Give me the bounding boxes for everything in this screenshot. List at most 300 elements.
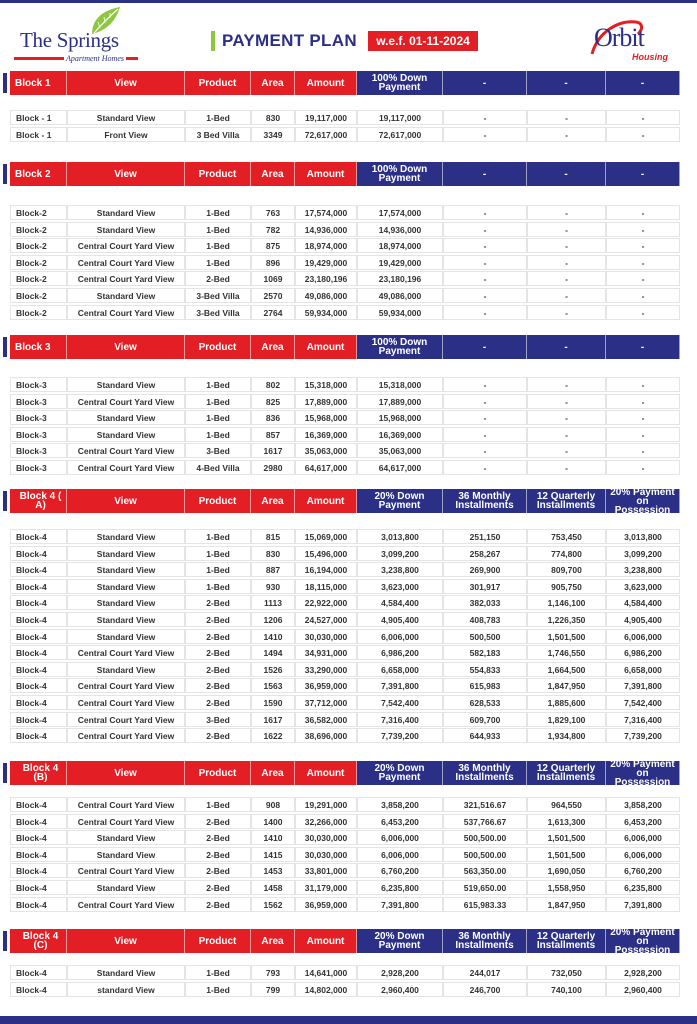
table-cell: 1,501,500 (527, 847, 606, 862)
table-cell: 6,006,000 (357, 629, 443, 644)
table-cell: 3,099,200 (357, 546, 443, 561)
table-cell: - (443, 110, 527, 125)
table-cell: 2-Bed (185, 847, 251, 862)
table-cell: 1562 (251, 897, 295, 912)
table-cell: 1,847,950 (527, 678, 606, 693)
table-cell: 23,180,196 (357, 271, 443, 286)
table-cell: 2,928,200 (606, 965, 680, 980)
table-cell: 7,316,400 (357, 712, 443, 727)
table-cell: - (527, 127, 606, 142)
table-row (0, 443, 697, 459)
table-cell: 34,931,000 (295, 645, 357, 660)
table-cell: 408,783 (443, 612, 527, 627)
table-cell: Block-4 (10, 662, 67, 677)
table-cell: 6,006,000 (606, 629, 680, 644)
column-header: Area (251, 489, 295, 513)
table-cell: 1622 (251, 728, 295, 743)
table-cell: - (606, 410, 680, 425)
column-header: Area (251, 761, 295, 785)
table-row (0, 222, 697, 238)
table-cell: 382,033 (443, 595, 527, 610)
table-row (0, 880, 697, 896)
table-cell: Standard View (67, 595, 185, 610)
table-cell: 22,922,000 (295, 595, 357, 610)
table-cell: 2,960,400 (357, 982, 443, 997)
table-cell: 19,429,000 (295, 255, 357, 270)
table-row (0, 377, 697, 393)
table-cell: 793 (251, 965, 295, 980)
table-cell: 6,235,800 (606, 880, 680, 895)
table-cell: - (443, 271, 527, 286)
block-title: Block 2 (10, 162, 67, 186)
table-row (0, 847, 697, 863)
table-cell: - (443, 377, 527, 392)
table-cell: 732,050 (527, 965, 606, 980)
table-cell: - (443, 305, 527, 320)
table-cell: 4,584,400 (357, 595, 443, 610)
table-cell: 18,974,000 (357, 238, 443, 253)
table-cell: 2-Bed (185, 629, 251, 644)
table-cell: - (606, 271, 680, 286)
table-row (0, 238, 697, 254)
table-cell: 269,900 (443, 562, 527, 577)
effective-date-badge: w.e.f. 01-11-2024 (368, 31, 478, 51)
table-cell: 6,453,200 (606, 814, 680, 829)
table-cell: 1-Bed (185, 529, 251, 544)
column-header: - (527, 71, 606, 95)
table-cell: 15,318,000 (357, 377, 443, 392)
table-cell: 2,960,400 (606, 982, 680, 997)
column-header: Product (185, 71, 251, 95)
table-cell: 6,006,000 (606, 847, 680, 862)
column-header: View (67, 761, 185, 785)
table-cell: 6,760,200 (357, 863, 443, 878)
table-cell: 1453 (251, 863, 295, 878)
table-cell: 31,179,000 (295, 880, 357, 895)
table-cell: 3,858,200 (606, 797, 680, 812)
table-cell: Standard View (67, 612, 185, 627)
column-header: 36 Monthly Installments (443, 761, 527, 785)
table-cell: 15,496,000 (295, 546, 357, 561)
table-cell: Standard View (67, 427, 185, 442)
block-title: Block 4 ( A) (10, 489, 67, 513)
table-cell: 2-Bed (185, 645, 251, 660)
table-cell: 1,934,800 (527, 728, 606, 743)
table-cell: Block-4 (10, 880, 67, 895)
table-cell: 1-Bed (185, 377, 251, 392)
table-cell: 905,750 (527, 579, 606, 594)
table-cell: Block-4 (10, 897, 67, 912)
header-marker (3, 763, 7, 783)
table-cell: 14,641,000 (295, 965, 357, 980)
table-cell: Block-4 (10, 678, 67, 693)
table-cell: 30,030,000 (295, 629, 357, 644)
table-cell: 7,739,200 (357, 728, 443, 743)
table-cell: Block-4 (10, 579, 67, 594)
table-cell: 1206 (251, 612, 295, 627)
table-cell: 37,712,000 (295, 695, 357, 710)
table-cell: 18,115,000 (295, 579, 357, 594)
table-cell: 1,664,500 (527, 662, 606, 677)
table-cell: 4-Bed Villa (185, 460, 251, 475)
table-cell: - (527, 205, 606, 220)
table-cell: 14,936,000 (295, 222, 357, 237)
table-cell: - (606, 110, 680, 125)
header-marker (3, 931, 7, 951)
column-header: 12 Quarterly Installments (527, 929, 606, 953)
table-cell: 2-Bed (185, 880, 251, 895)
table-cell: - (527, 394, 606, 409)
table-cell: Standard View (67, 222, 185, 237)
table-cell: 1113 (251, 595, 295, 610)
table-cell: Central Court Yard View (67, 305, 185, 320)
table-cell: - (443, 205, 527, 220)
table-cell: 1-Bed (185, 238, 251, 253)
header-marker (3, 337, 7, 357)
table-cell: Block-2 (10, 205, 67, 220)
table-cell: Standard View (67, 579, 185, 594)
table-row (0, 830, 697, 846)
table-cell: Block-3 (10, 460, 67, 475)
table-cell: 17,574,000 (357, 205, 443, 220)
column-header: 20% Payment on Possession (606, 489, 680, 513)
table-cell: Central Court Yard View (67, 460, 185, 475)
table-cell: 3349 (251, 127, 295, 142)
table-cell: 563,350.00 (443, 863, 527, 878)
table-cell: 4,584,400 (606, 595, 680, 610)
table-cell: Block-4 (10, 562, 67, 577)
column-header: - (527, 162, 606, 186)
table-cell: - (527, 305, 606, 320)
table-cell: standard View (67, 982, 185, 997)
table-cell: Central Court Yard View (67, 271, 185, 286)
table-cell: 1494 (251, 645, 295, 660)
table-cell: 6,986,200 (357, 645, 443, 660)
column-header: 36 Monthly Installments (443, 489, 527, 513)
orbit-logo-name: Orbit (594, 23, 644, 52)
table-cell: 1,226,350 (527, 612, 606, 627)
table-cell: 30,030,000 (295, 847, 357, 862)
column-header: Product (185, 489, 251, 513)
table-cell: Front View (67, 127, 185, 142)
table-cell: 537,766.67 (443, 814, 527, 829)
table-cell: 14,802,000 (295, 982, 357, 997)
table-cell: 774,800 (527, 546, 606, 561)
table-cell: 1415 (251, 847, 295, 862)
column-header: - (443, 162, 527, 186)
table-cell: Standard View (67, 562, 185, 577)
column-header: View (67, 71, 185, 95)
table-cell: Standard View (67, 377, 185, 392)
table-cell: 3,623,000 (357, 579, 443, 594)
table-cell: 15,318,000 (295, 377, 357, 392)
table-cell: 244,017 (443, 965, 527, 980)
table-row (0, 629, 697, 645)
table-cell: 628,533 (443, 695, 527, 710)
column-header: Product (185, 761, 251, 785)
table-cell: 1-Bed (185, 110, 251, 125)
column-header: View (67, 335, 185, 359)
table-cell: 35,063,000 (357, 443, 443, 458)
column-header: 12 Quarterly Installments (527, 761, 606, 785)
table-cell: 1617 (251, 443, 295, 458)
table-cell: - (606, 288, 680, 303)
table-row (0, 814, 697, 830)
table-cell: 1,501,500 (527, 830, 606, 845)
column-header: Product (185, 929, 251, 953)
table-cell: 2-Bed (185, 678, 251, 693)
table-cell: 7,739,200 (606, 728, 680, 743)
table-cell: Block-4 (10, 712, 67, 727)
table-row (0, 410, 697, 426)
table-cell: Central Court Yard View (67, 814, 185, 829)
table-cell: 6,235,800 (357, 880, 443, 895)
table-cell: 49,086,000 (295, 288, 357, 303)
table-cell: Block-4 (10, 546, 67, 561)
table-cell: 740,100 (527, 982, 606, 997)
table-cell: Central Court Yard View (67, 695, 185, 710)
table-cell: 830 (251, 546, 295, 561)
table-cell: Block-2 (10, 288, 67, 303)
table-cell: 1-Bed (185, 797, 251, 812)
table-cell: Block-4 (10, 847, 67, 862)
column-header: Area (251, 71, 295, 95)
table-cell: 19,429,000 (357, 255, 443, 270)
table-cell: 3,099,200 (606, 546, 680, 561)
table-cell: 887 (251, 562, 295, 577)
column-header: - (606, 162, 680, 186)
table-cell: 7,391,800 (357, 678, 443, 693)
table-cell: 7,391,800 (357, 897, 443, 912)
table-cell: 1,146,100 (527, 595, 606, 610)
table-row (0, 394, 697, 410)
table-cell: Central Court Yard View (67, 797, 185, 812)
table-row (0, 595, 697, 611)
table-cell: 782 (251, 222, 295, 237)
table-cell: 1400 (251, 814, 295, 829)
table-cell: 19,291,000 (295, 797, 357, 812)
table-cell: 615,983.33 (443, 897, 527, 912)
table-cell: - (606, 427, 680, 442)
table-cell: Central Court Yard View (67, 863, 185, 878)
column-header: - (443, 335, 527, 359)
table-cell: 49,086,000 (357, 288, 443, 303)
table-cell: 251,150 (443, 529, 527, 544)
table-cell: 825 (251, 394, 295, 409)
table-cell: 321,516.67 (443, 797, 527, 812)
table-cell: Standard View (67, 288, 185, 303)
table-cell: Block-3 (10, 394, 67, 409)
table-cell: Block-4 (10, 629, 67, 644)
table-row (0, 645, 697, 661)
table-cell: Standard View (67, 110, 185, 125)
table-cell: 7,542,400 (606, 695, 680, 710)
table-cell: - (527, 410, 606, 425)
table-cell: Block-4 (10, 595, 67, 610)
table-cell: 59,934,000 (295, 305, 357, 320)
table-cell: 19,117,000 (357, 110, 443, 125)
table-cell: Block-4 (10, 814, 67, 829)
table-cell: 17,574,000 (295, 205, 357, 220)
table-cell: 1-Bed (185, 394, 251, 409)
table-cell: 500,500.00 (443, 830, 527, 845)
table-cell: 301,917 (443, 579, 527, 594)
table-cell: 802 (251, 377, 295, 392)
table-cell: 799 (251, 982, 295, 997)
table-cell: 836 (251, 410, 295, 425)
table-row (0, 529, 697, 545)
table-cell: 1,558,950 (527, 880, 606, 895)
table-cell: - (606, 443, 680, 458)
table-cell: Block - 1 (10, 127, 67, 142)
table-cell: 36,582,000 (295, 712, 357, 727)
table-cell: 16,369,000 (357, 427, 443, 442)
table-row (0, 797, 697, 813)
table-row (0, 965, 697, 981)
column-header: 100% Down Payment (357, 162, 443, 186)
column-header: Area (251, 162, 295, 186)
title-accent-bar (211, 31, 215, 51)
table-cell: - (527, 110, 606, 125)
table-cell: - (606, 238, 680, 253)
springs-logo-name: The Springs (20, 28, 119, 52)
column-header: 12 Quarterly Installments (527, 489, 606, 513)
block-title: Block 4 (C) (10, 929, 67, 953)
column-header: Amount (295, 335, 357, 359)
table-cell: 15,968,000 (295, 410, 357, 425)
table-cell: Block-2 (10, 238, 67, 253)
table-cell: Central Court Yard View (67, 678, 185, 693)
column-header: Amount (295, 489, 357, 513)
column-header: - (527, 335, 606, 359)
table-cell: 1,613,300 (527, 814, 606, 829)
table-cell: 3,238,800 (357, 562, 443, 577)
table-cell: 582,183 (443, 645, 527, 660)
table-cell: Block-4 (10, 830, 67, 845)
table-cell: 1-Bed (185, 965, 251, 980)
block-title: Block 4 (B) (10, 761, 67, 785)
header-marker (3, 164, 7, 184)
table-cell: 38,696,000 (295, 728, 357, 743)
table-row (0, 712, 697, 728)
table-row (0, 305, 697, 321)
table-cell: 644,933 (443, 728, 527, 743)
table-cell: 2570 (251, 288, 295, 303)
table-cell: - (443, 222, 527, 237)
column-header: Product (185, 162, 251, 186)
table-cell: 1-Bed (185, 222, 251, 237)
table-cell: 30,030,000 (295, 830, 357, 845)
table-cell: 32,266,000 (295, 814, 357, 829)
table-row (0, 205, 697, 221)
column-header: Amount (295, 162, 357, 186)
table-cell: 6,658,000 (357, 662, 443, 677)
table-row (0, 562, 697, 578)
table-cell: - (443, 288, 527, 303)
table-cell: 2-Bed (185, 814, 251, 829)
header-marker (3, 491, 7, 511)
table-cell: - (527, 238, 606, 253)
table-cell: 16,194,000 (295, 562, 357, 577)
table-cell: Block-4 (10, 728, 67, 743)
table-cell: Block-3 (10, 427, 67, 442)
table-cell: 753,450 (527, 529, 606, 544)
table-cell: 1-Bed (185, 255, 251, 270)
table-cell: 519,650.00 (443, 880, 527, 895)
table-cell: 3,858,200 (357, 797, 443, 812)
table-cell: Central Court Yard View (67, 728, 185, 743)
table-cell: 908 (251, 797, 295, 812)
table-cell: 3 Bed Villa (185, 127, 251, 142)
table-cell: 1526 (251, 662, 295, 677)
table-cell: 809,700 (527, 562, 606, 577)
table-cell: - (527, 255, 606, 270)
table-row (0, 110, 697, 126)
table-cell: Standard View (67, 880, 185, 895)
table-row (0, 662, 697, 678)
table-cell: 3-Bed (185, 712, 251, 727)
table-cell: 500,500 (443, 629, 527, 644)
table-cell: 615,983 (443, 678, 527, 693)
table-cell: 857 (251, 427, 295, 442)
table-cell: Block-4 (10, 529, 67, 544)
table-cell: Standard View (67, 830, 185, 845)
table-cell: Standard View (67, 546, 185, 561)
table-cell: 1-Bed (185, 579, 251, 594)
table-cell: 1458 (251, 880, 295, 895)
table-cell: 72,617,000 (295, 127, 357, 142)
table-cell: 258,267 (443, 546, 527, 561)
table-row (0, 612, 697, 628)
table-cell: Standard View (67, 529, 185, 544)
table-cell: Standard View (67, 965, 185, 980)
table-cell: 2980 (251, 460, 295, 475)
table-cell: 2-Bed (185, 595, 251, 610)
table-cell: 3,013,800 (606, 529, 680, 544)
orbit-logo (588, 18, 673, 64)
table-cell: 6,453,200 (357, 814, 443, 829)
table-cell: - (606, 127, 680, 142)
table-cell: 16,369,000 (295, 427, 357, 442)
table-cell: - (443, 427, 527, 442)
table-cell: 14,936,000 (357, 222, 443, 237)
column-header: Amount (295, 929, 357, 953)
table-cell: Central Court Yard View (67, 238, 185, 253)
table-cell: 2,928,200 (357, 965, 443, 980)
table-cell: - (443, 410, 527, 425)
bottom-border (0, 1016, 697, 1024)
table-cell: 59,934,000 (357, 305, 443, 320)
table-cell: - (443, 460, 527, 475)
table-cell: Central Court Yard View (67, 645, 185, 660)
table-cell: Block-4 (10, 965, 67, 980)
table-cell: 17,889,000 (357, 394, 443, 409)
table-row (0, 127, 697, 143)
table-cell: Standard View (67, 629, 185, 644)
table-cell: - (606, 377, 680, 392)
top-border (0, 0, 697, 3)
table-cell: 18,974,000 (295, 238, 357, 253)
table-cell: 500,500.00 (443, 847, 527, 862)
table-cell: Block-4 (10, 645, 67, 660)
column-header: 100% Down Payment (357, 335, 443, 359)
table-cell: 964,550 (527, 797, 606, 812)
column-header: View (67, 929, 185, 953)
table-header (0, 162, 697, 186)
table-cell: 3,238,800 (606, 562, 680, 577)
table-cell: 3-Bed Villa (185, 288, 251, 303)
column-header: 20% Down Payment (357, 761, 443, 785)
